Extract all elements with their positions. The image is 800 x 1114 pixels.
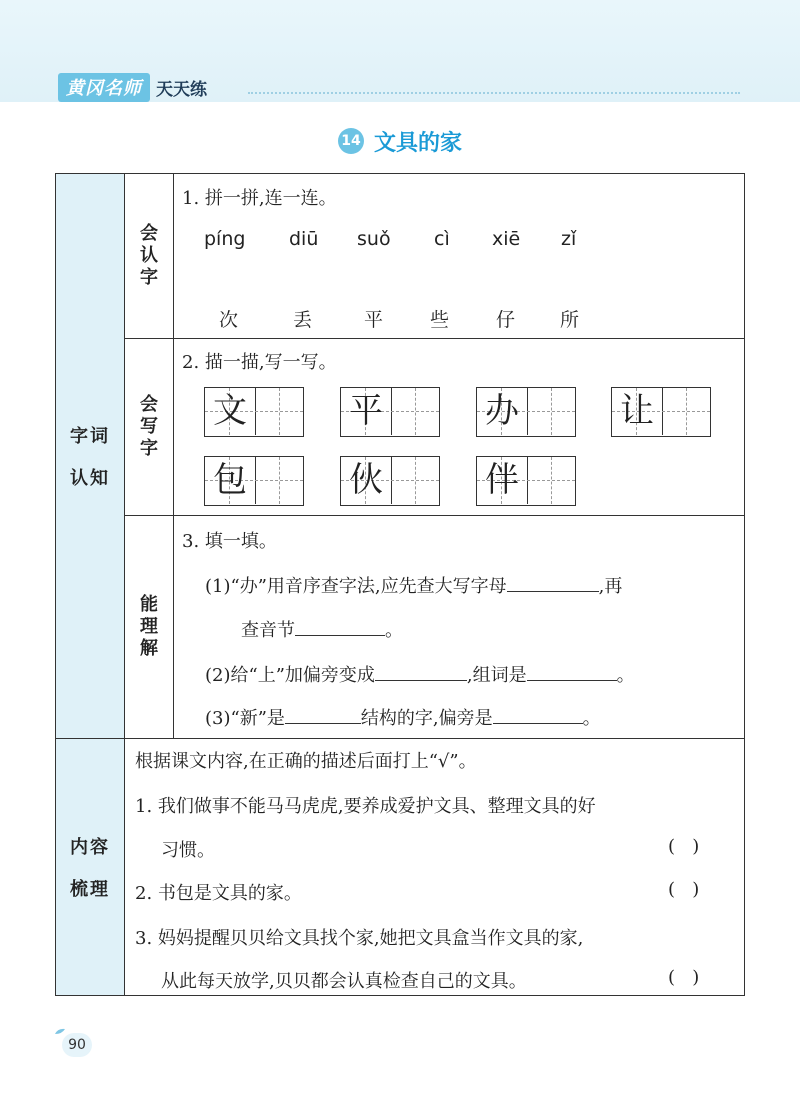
answer-blank[interactable]	[295, 617, 385, 636]
statement-2: 2. 书包是文具的家。	[135, 883, 302, 904]
pinyin-item: cì	[434, 228, 450, 250]
sublabel-understand-text: 能理解	[140, 594, 158, 659]
leaf-icon	[54, 1028, 66, 1035]
text-segment: 。	[616, 665, 635, 686]
pinyin-item: xiē	[492, 228, 521, 250]
fill-blank-line	[205, 704, 601, 730]
fill-blank-line	[205, 661, 635, 687]
answer-blank[interactable]	[493, 705, 583, 724]
statement-3-line1: 3. 妈妈提醒贝贝给文具找个家,她把文具盒当作文具的家,	[135, 928, 584, 949]
text-segment: 查音节	[241, 620, 295, 641]
category-label-line2: 认知	[70, 468, 110, 489]
text-segment: 。	[385, 620, 403, 641]
lesson-title-bar	[0, 124, 800, 158]
category-label-line2: 梳理	[70, 879, 110, 900]
sublabel-write-text: 会写字	[140, 394, 158, 459]
brand-subtitle: 天天练	[156, 79, 207, 100]
category-content-review	[56, 739, 125, 995]
fill-blank-line	[205, 572, 622, 598]
answer-blank[interactable]	[285, 705, 361, 724]
writing-grid[interactable]	[204, 456, 304, 506]
writing-grid[interactable]	[204, 387, 304, 437]
text-segment: (2)给“上”加偏旁变成	[205, 665, 375, 686]
brand-logo	[58, 74, 207, 100]
writing-grid[interactable]	[340, 456, 440, 506]
page-number: 90	[62, 1033, 92, 1057]
pinyin-item: diū	[289, 228, 319, 250]
writing-grid[interactable]	[476, 387, 576, 437]
question-2-title: 2. 描一描,写一写。	[182, 352, 337, 373]
lesson-number-badge: 14	[338, 128, 364, 154]
header-divider	[248, 92, 740, 94]
section-divider	[56, 738, 744, 739]
statement-3-line2: 从此每天放学,贝贝都会认真检查自己的文具。	[161, 971, 527, 992]
pinyin-item: píng	[204, 228, 246, 250]
sublabel-write	[125, 339, 174, 515]
sublabel-understand	[125, 516, 174, 738]
hanzi-item: 仔	[496, 309, 516, 331]
statement-1-line1: 1. 我们做事不能马马虎虎,要养成爱护文具、整理文具的好	[135, 796, 596, 817]
worksheet-table	[55, 173, 745, 996]
answer-box[interactable]: ( )	[668, 836, 700, 857]
trace-character: 文	[213, 391, 247, 431]
trace-character: 伙	[349, 460, 383, 500]
statement-1-line2: 习惯。	[161, 840, 215, 861]
text-segment: 结构的字,偏旁是	[360, 708, 493, 729]
brand-name: 黄冈名师	[58, 73, 150, 102]
section2-instruction: 根据课文内容,在正确的描述后面打上“√”。	[135, 751, 477, 772]
text-segment: ,再	[598, 576, 623, 597]
pinyin-item: suǒ	[357, 228, 391, 250]
hanzi-item: 次	[219, 309, 239, 331]
divider	[125, 515, 745, 516]
sublabel-recognize	[125, 174, 174, 338]
trace-character: 办	[485, 391, 519, 431]
trace-character: 包	[213, 460, 247, 500]
category-label-line1: 字词	[70, 426, 110, 447]
answer-blank[interactable]	[527, 662, 617, 681]
question-3-title: 3. 填一填。	[182, 531, 277, 552]
writing-grid[interactable]	[611, 387, 711, 437]
fill-blank-line	[241, 616, 403, 642]
text-segment: ,组词是	[466, 665, 527, 686]
hanzi-item: 些	[430, 309, 450, 331]
answer-blank[interactable]	[507, 573, 599, 592]
page-header	[0, 0, 800, 102]
lesson-title: 文具的家	[373, 130, 462, 156]
trace-character: 平	[349, 391, 383, 431]
divider	[125, 338, 745, 339]
question-1-title: 1. 拼一拼,连一连。	[182, 188, 337, 209]
answer-blank[interactable]	[375, 662, 467, 681]
text-segment: 。	[582, 708, 601, 729]
sublabel-recognize-text: 会认字	[140, 223, 158, 288]
writing-grid[interactable]	[476, 456, 576, 506]
category-label-line1: 内容	[70, 837, 110, 858]
category-word-recognition	[56, 174, 125, 738]
hanzi-item: 平	[364, 309, 384, 331]
answer-box[interactable]: ( )	[668, 967, 700, 988]
trace-character: 伴	[485, 460, 519, 500]
trace-character: 让	[620, 391, 654, 431]
writing-grid[interactable]	[340, 387, 440, 437]
hanzi-item: 丢	[293, 309, 313, 331]
pinyin-item: zǐ	[561, 228, 577, 250]
text-segment: (3)“新”是	[205, 708, 285, 729]
text-segment: (1)“办”用音序查字法,应先查大写字母	[205, 576, 507, 597]
hanzi-item: 所	[560, 309, 580, 331]
answer-box[interactable]: ( )	[668, 879, 700, 900]
